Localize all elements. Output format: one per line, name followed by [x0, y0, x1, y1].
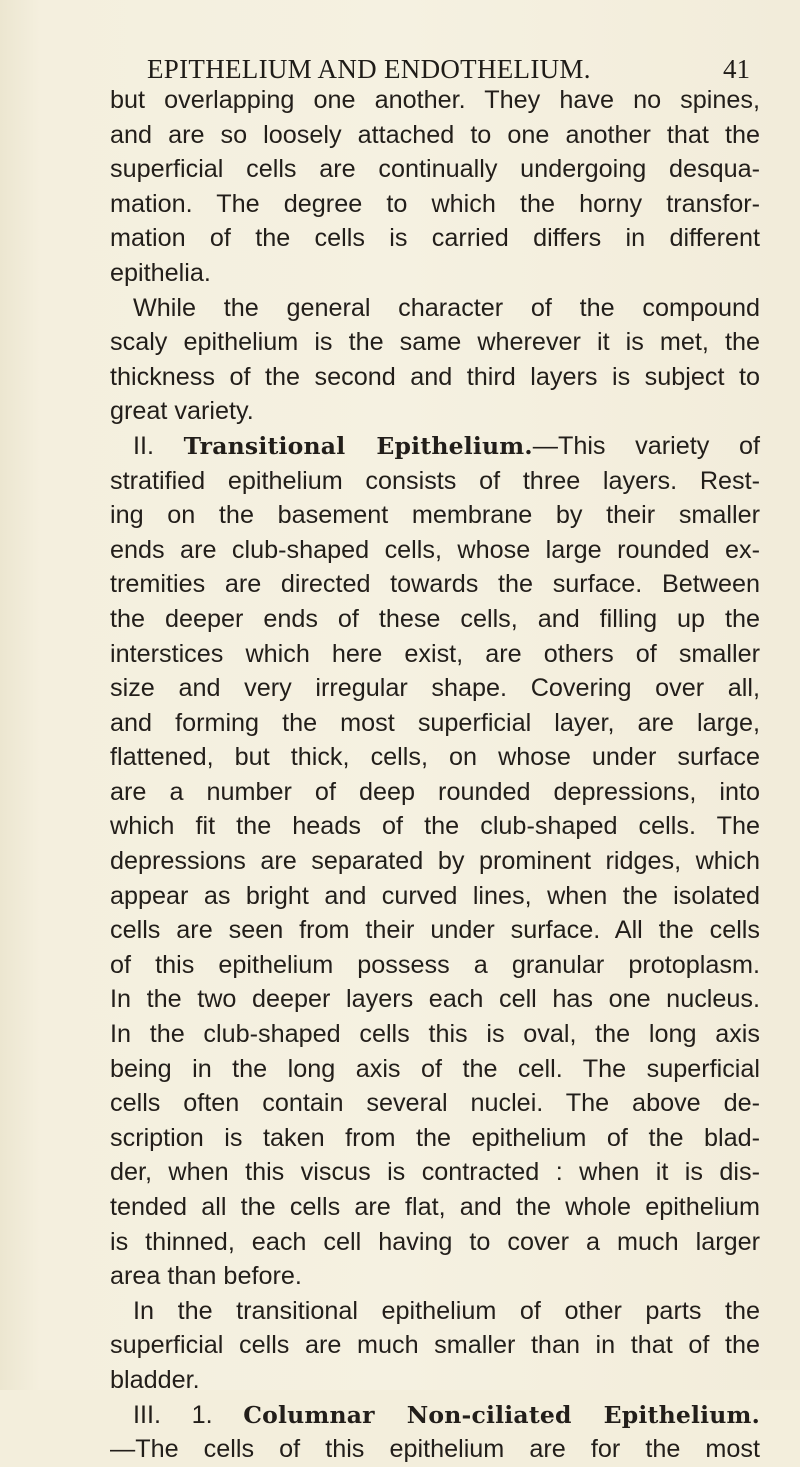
text-line: der, when this viscus is contracted : when it is dis-	[110, 1158, 760, 1187]
section-heading-line	[110, 429, 760, 464]
text-line: which fit the heads of the club-shaped cells. The	[110, 812, 760, 841]
page-number: 41	[723, 54, 750, 84]
text-line: appear as bright and curved lines, when the isolated	[110, 881, 760, 910]
text-line: thickness of the second and third layers is subject to	[110, 362, 760, 391]
text-line: of this epithelium possess a granular protoplasm.	[110, 950, 760, 979]
text-line: great variety.	[110, 397, 254, 426]
text-line: the deeper ends of these cells, and filling up the	[110, 604, 760, 633]
text-line: cells often contain several nuclei. The above de-	[110, 1089, 760, 1118]
text-line: ing on the basement membrane by their smaller	[110, 501, 760, 530]
text-line: superficial cells are much smaller than in that of the	[110, 1331, 760, 1360]
text-line: epithelia.	[110, 258, 211, 287]
text-line: area than before.	[110, 1262, 302, 1291]
text-line: and are so loosely attached to one another that the	[110, 120, 760, 149]
text-line: While the general character of the compound	[133, 293, 760, 322]
text-line: depressions are separated by prominent ridges, which	[110, 847, 760, 876]
text-line: flattened, but thick, cells, on whose under surface	[110, 743, 760, 772]
text-line: interstices which here exist, are others of smaller	[110, 639, 760, 668]
text-line: In the club-shaped cells this is oval, the long axis	[110, 1020, 760, 1049]
text-line: mation. The degree to which the horny transfor-	[110, 189, 760, 218]
section-heading: Transitional Epithelium.	[183, 431, 533, 460]
text-line: —The cells of this epithelium are for the most	[110, 1435, 760, 1464]
text-line: being in the long axis of the cell. The superficial	[110, 1054, 760, 1083]
text-line: are a number of deep rounded depressions, into	[110, 777, 760, 806]
text-line: but overlapping one another. They have no spines,	[110, 86, 760, 114]
text-line: scription is taken from the epithelium of the blad-	[110, 1123, 760, 1152]
text-line: mation of the cells is carried differs in different	[110, 224, 760, 253]
text-line: stratified epithelium consists of three layers. Rest-	[110, 466, 760, 495]
text-line: In the transitional epithelium of other parts the	[133, 1296, 760, 1325]
section-heading-line	[110, 1398, 760, 1433]
text-line: size and very irregular shape. Covering over all,	[110, 674, 760, 703]
text-line: cells are seen from their under surface. All the cells	[110, 916, 760, 945]
section-lead-text: —This variety of	[532, 431, 760, 460]
text-line: scaly epithelium is the same wherever it is met, the	[110, 328, 760, 357]
text-line: In the two deeper layers each cell has one nucleus.	[110, 985, 760, 1014]
running-title: EPITHELIUM AND ENDOTHELIUM.	[147, 54, 591, 84]
text-line: bladder.	[110, 1365, 200, 1394]
text-line: is thinned, each cell having to cover a much larger	[110, 1227, 760, 1256]
text-line: and forming the most superficial layer, are large,	[110, 708, 760, 737]
text-line: superficial cells are continually undergoing desqua-	[110, 155, 760, 184]
text-line: ends are club-shaped cells, whose large rounded ex-	[110, 535, 760, 564]
section-number: III. 1.	[133, 1400, 244, 1429]
section-heading: Columnar Non-ciliated Epithelium.	[243, 1400, 760, 1429]
section-number: II.	[133, 431, 184, 460]
text-line: tremities are directed towards the surface. Between	[110, 570, 760, 599]
text-line: tended all the cells are flat, and the whole epithelium	[110, 1193, 760, 1221]
body-text	[110, 83, 760, 1467]
